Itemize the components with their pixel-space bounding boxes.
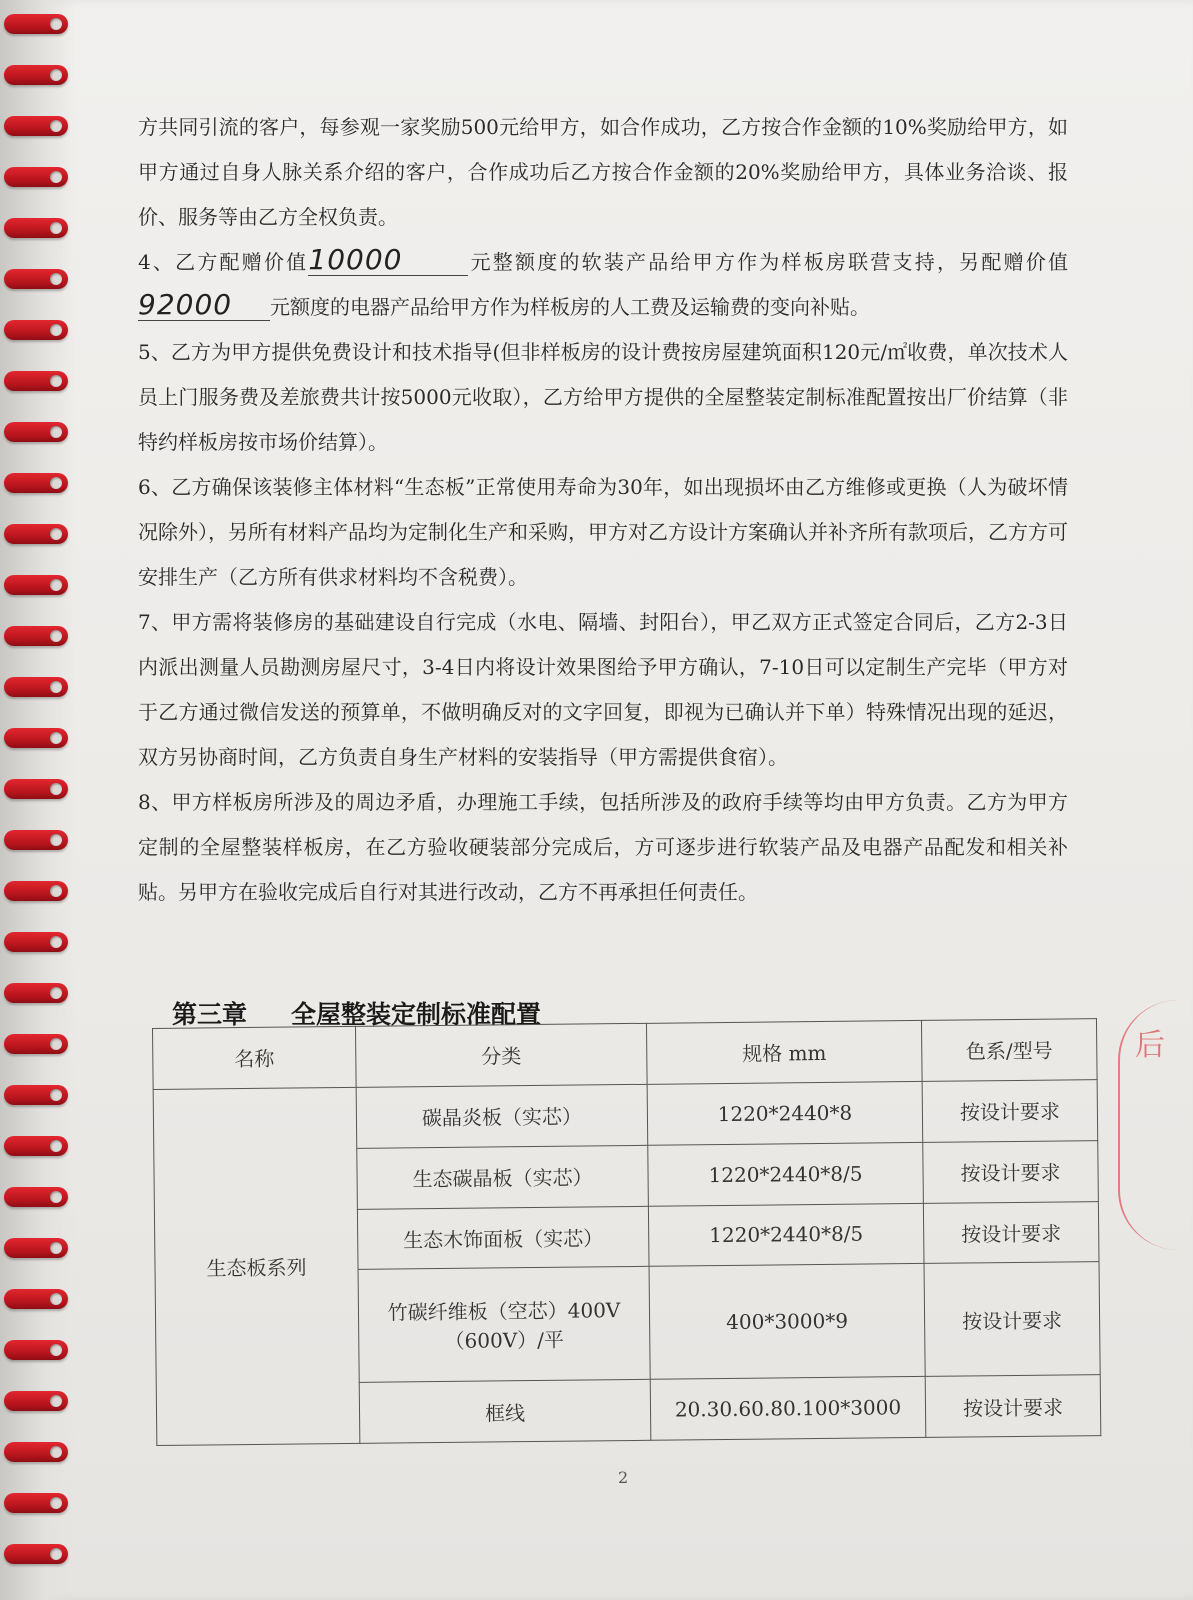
clause-8: 8、甲方样板房所涉及的周边矛盾，办理施工手续，包括所涉及的政府手续等均由甲方负责。乙方为甲方定制的全屋整装样板房，在乙方验收硬装部分完成后，方可逐步进行软装产品及电器产品配发和相关补贴。另甲方在验收完成后自行对其进行改动，乙方不再承担任何责任。	[138, 790, 1068, 904]
binding-ring	[4, 65, 68, 85]
clause-7: 7、甲方需将装修房的基础建设自行完成（水电、隔墙、封阳台），甲乙双方正式签定合同后，乙方2-3日内派出测量人员勘测房屋尺寸，3-4日内将设计效果图给予甲方确认，7-10日可以定制生产完毕（甲方对于乙方通过微信发送的预算单，不做明确反对的文字回复，即视为已确认并下单）特殊情况出现的延迟，双方另协商时间，乙方负责自身生产材料的安装指导（甲方需提供食宿）。	[138, 610, 1068, 769]
binding-ring	[4, 167, 68, 187]
binding-ring	[4, 473, 68, 493]
binding-ring	[4, 830, 68, 850]
group-name-cell: 生态板系列	[153, 1087, 360, 1445]
clause-4-post: 元额度的电器产品给甲方作为样板房的人工费及运输费的变向补贴。	[270, 295, 870, 319]
category-cell: 碳晶炎板（实芯）	[356, 1084, 648, 1148]
clause-4-mid: 元整额度的软装产品给甲方作为样板房联营支持，另配赠价值	[468, 250, 1068, 274]
clause-5: 5、乙方为甲方提供免费设计和技术指导(但非样板房的设计费按房屋建筑面积120元/㎡收费，单次技术人员上门服务费及差旅费共计按5000元收取），乙方给甲方提供的全屋整装定制标准配置按出厂价结算（非特约样板房按市场价结算）。	[138, 340, 1068, 454]
spec-cell: 400*3000*9	[649, 1264, 925, 1380]
spec-cell: 1220*2440*8	[647, 1081, 923, 1145]
color-cell: 按设计要求	[923, 1140, 1099, 1203]
binding-ring	[4, 1085, 68, 1105]
header-color-model: 色系/型号	[921, 1019, 1097, 1082]
category-cell: 生态碳晶板（实芯）	[357, 1145, 649, 1209]
chapter-title: 全屋整装定制标准配置	[291, 1000, 542, 1029]
binding-ring	[4, 1238, 68, 1258]
binding-ring	[4, 677, 68, 697]
table-header-row	[153, 1019, 1098, 1090]
binding-ring	[4, 881, 68, 901]
category-cell: 竹碳纤维板（空芯）400V（600V）/平	[358, 1267, 650, 1383]
binding-ring	[4, 371, 68, 391]
binding-ring	[4, 116, 68, 136]
binding-ring	[4, 422, 68, 442]
spec-cell: 1220*2440*8/5	[648, 1142, 924, 1206]
spiral-binding	[0, 0, 76, 1600]
binding-ring	[4, 218, 68, 238]
binding-ring	[4, 779, 68, 799]
category-cell: 框线	[359, 1379, 651, 1443]
spec-cell: 20.30.60.80.100*3000	[650, 1377, 926, 1441]
binding-ring	[4, 728, 68, 748]
binding-ring	[4, 1289, 68, 1309]
binding-ring	[4, 1034, 68, 1054]
chapter-number: 第三章	[172, 1000, 248, 1029]
binding-ring	[4, 320, 68, 340]
header-name: 名称	[153, 1026, 357, 1089]
header-category: 分类	[355, 1023, 647, 1087]
clause-6: 6、乙方确保该装修主体材料“生态板”正常使用寿命为30年，如出现损坏由乙方维修或更换（人为破坏情况除外），另所有材料产品均为定制化生产和采购，甲方对乙方设计方案确认并补齐所有款项后，乙方方可安排生产（乙方所有供求材料均不含税费）。	[138, 475, 1068, 589]
binding-ring	[4, 1391, 68, 1411]
binding-ring	[4, 1544, 68, 1564]
binding-ring	[4, 575, 68, 595]
binding-ring	[4, 524, 68, 544]
binding-ring	[4, 1442, 68, 1462]
color-cell: 按设计要求	[922, 1079, 1098, 1142]
binding-ring	[4, 626, 68, 646]
handwritten-amount-1: 10000	[308, 245, 468, 276]
spec-cell: 1220*2440*8/5	[648, 1203, 924, 1267]
binding-ring	[4, 1136, 68, 1156]
binding-ring	[4, 14, 68, 34]
binding-ring	[4, 1493, 68, 1513]
handwritten-amount-2: 92000	[138, 290, 270, 321]
binding-ring	[4, 983, 68, 1003]
category-cell: 生态木饰面板（实芯）	[357, 1206, 649, 1270]
binding-ring	[4, 1187, 68, 1207]
binding-ring	[4, 269, 68, 289]
contract-body	[138, 105, 1068, 915]
clause-4-pre: 4、乙方配赠价值	[138, 250, 309, 274]
color-cell: 按设计要求	[925, 1375, 1101, 1438]
clause-4	[138, 240, 1068, 330]
color-cell: 按设计要求	[923, 1201, 1099, 1264]
page-number: 2	[618, 1468, 629, 1487]
binding-ring	[4, 932, 68, 952]
standard-config-table	[152, 1018, 1101, 1446]
red-seal-stamp-char: 后	[1135, 1028, 1165, 1063]
table-row	[153, 1079, 1098, 1150]
clause-3-continued: 方共同引流的客户，每参观一家奖励500元给甲方，如合作成功，乙方按合作金额的10%奖励给甲方，如甲方通过自身人脉关系介绍的客户，合作成功后乙方按合作金额的20%奖励给甲方，具体业务洽谈、报价、服务等由乙方全权负责。	[138, 115, 1068, 229]
color-cell: 按设计要求	[924, 1262, 1100, 1377]
header-spec: 规格 mm	[646, 1020, 922, 1084]
binding-ring	[4, 1340, 68, 1360]
